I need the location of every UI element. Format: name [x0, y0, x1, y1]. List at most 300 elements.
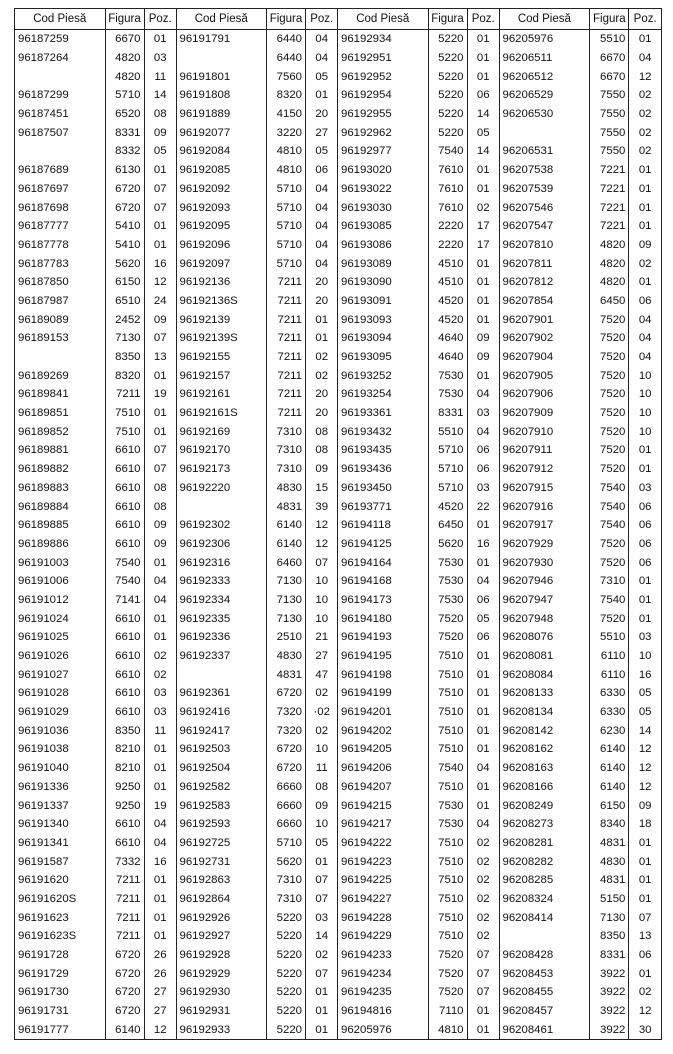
figure-cell: 7211 — [267, 310, 306, 329]
part-code-cell: 96189886 — [15, 535, 105, 554]
position-cell: 02 — [315, 949, 329, 962]
figure-cell: 5220 — [267, 927, 306, 946]
position-cell: 12 — [638, 70, 652, 83]
position-cell: 01 — [476, 164, 490, 177]
figure-cell: 6230 — [590, 721, 629, 740]
part-code-cell: 96208281 — [500, 834, 590, 853]
header-position: Poz. — [467, 9, 499, 30]
table-row — [338, 927, 499, 946]
position-cell: 01 — [638, 874, 652, 887]
part-code-cell: 96208163 — [500, 759, 590, 778]
part-code-cell: 96194201 — [338, 703, 428, 722]
table-row — [177, 30, 338, 49]
figure-cell: 4831 — [590, 834, 629, 853]
table-row — [15, 460, 176, 479]
position-cell: 01 — [153, 762, 167, 775]
table-row — [500, 30, 662, 49]
figure-cell: 8350 — [590, 927, 629, 946]
figure-cell: 7211 — [267, 366, 306, 385]
figure-cell: 6670 — [590, 67, 629, 86]
part-code-cell: 96207946 — [500, 572, 590, 591]
table-row — [500, 161, 662, 180]
figure-cell: 5510 — [590, 628, 629, 647]
figure-cell: 6330 — [590, 703, 629, 722]
position-cell: 04 — [315, 220, 329, 233]
part-code-cell: 96208249 — [500, 796, 590, 815]
part-code-cell: 96187698 — [15, 198, 105, 217]
part-code-cell: 96205976 — [500, 30, 590, 49]
table-row — [500, 86, 662, 105]
table-row — [338, 1002, 499, 1021]
part-code-cell: 96193022 — [338, 180, 428, 199]
position-cell: 02 — [476, 911, 490, 924]
part-code-cell: 96207912 — [500, 460, 590, 479]
figure-cell: 7520 — [428, 946, 467, 965]
part-code-cell: 96194199 — [338, 684, 428, 703]
figure-cell: 7540 — [105, 553, 144, 572]
part-code-cell: 96192084 — [177, 142, 267, 161]
position-cell: 09 — [153, 519, 167, 532]
table-row — [500, 535, 662, 554]
position-cell: 04 — [315, 238, 329, 251]
part-code-cell: 96191341 — [15, 834, 105, 853]
position-cell: 14 — [638, 724, 652, 737]
table-row — [15, 105, 176, 124]
header-code: Cod Piesă — [177, 9, 267, 30]
part-code-cell: 96191808 — [177, 86, 267, 105]
part-code-cell: 96191623S — [15, 927, 105, 946]
position-cell: 01 — [315, 332, 329, 345]
figure-cell: 5510 — [590, 30, 629, 49]
table-row — [15, 348, 176, 367]
table-row — [15, 441, 176, 460]
position-cell: 01 — [638, 855, 652, 868]
part-code-cell: 96207811 — [500, 254, 590, 273]
part-code-cell: 96207854 — [500, 292, 590, 311]
position-cell: 02 — [315, 687, 329, 700]
part-code-cell: 96191337 — [15, 796, 105, 815]
part-code-cell: 96192864 — [177, 890, 267, 909]
part-code-cell: 96193086 — [338, 236, 428, 255]
part-code-cell: 96189852 — [15, 422, 105, 441]
part-code-cell: 96208084 — [500, 665, 590, 684]
figure-cell: 7520 — [428, 983, 467, 1002]
table-block-2 — [177, 9, 339, 1039]
position-cell: 27 — [153, 1005, 167, 1018]
position-cell: 04 — [153, 593, 167, 606]
part-code-cell: 96189883 — [15, 479, 105, 498]
position-cell: 22 — [476, 500, 490, 513]
position-cell: 08 — [315, 780, 329, 793]
part-code-cell: 96208166 — [500, 778, 590, 797]
figure-cell: 6130 — [105, 161, 144, 180]
figure-cell: 7510 — [428, 647, 467, 666]
part-code-cell: 96208285 — [500, 871, 590, 890]
figure-cell: 7530 — [428, 572, 467, 591]
position-cell: 02 — [476, 874, 490, 887]
position-cell: 04 — [153, 818, 167, 831]
part-code-cell: 96193450 — [338, 479, 428, 498]
part-code-cell: 96189153 — [15, 329, 105, 348]
position-cell: 30 — [638, 1023, 652, 1036]
position-cell: 12 — [638, 762, 652, 775]
table-row — [15, 86, 176, 105]
position-cell: 01 — [153, 369, 167, 382]
figure-cell: 4520 — [428, 292, 467, 311]
position-cell: 04 — [315, 182, 329, 195]
position-cell: 01 — [638, 463, 652, 476]
figure-cell: 7610 — [428, 180, 467, 199]
figure-cell: 5220 — [428, 30, 467, 49]
position-cell: 03 — [153, 687, 167, 700]
position-cell: 02 — [638, 89, 652, 102]
table-row — [15, 161, 176, 180]
figure-cell: 7540 — [590, 497, 629, 516]
figure-cell: 6610 — [105, 497, 144, 516]
position-cell: 02 — [638, 145, 652, 158]
part-code-cell: 96189841 — [15, 385, 105, 404]
table-row — [338, 759, 499, 778]
table-row — [15, 516, 176, 535]
position-cell: 04 — [315, 257, 329, 270]
table-row — [338, 740, 499, 759]
figure-cell: 6670 — [590, 49, 629, 68]
table-row — [338, 180, 499, 199]
table-row — [338, 815, 499, 834]
table-row — [500, 1002, 662, 1021]
part-code-cell: 96207546 — [500, 198, 590, 217]
table-row — [15, 834, 176, 853]
part-code-cell: 96208282 — [500, 852, 590, 871]
table-row — [500, 142, 662, 161]
position-cell: 01 — [153, 33, 167, 46]
position-cell: 01 — [476, 780, 490, 793]
part-code-cell: 96194223 — [338, 852, 428, 871]
part-code-cell: 96207902 — [500, 329, 590, 348]
figure-cell: 4830 — [267, 647, 306, 666]
figure-cell: 5710 — [267, 198, 306, 217]
figure-cell: 7211 — [105, 908, 144, 927]
figure-cell: 5620 — [428, 535, 467, 554]
figure-cell: 7540 — [428, 759, 467, 778]
position-cell: 02 — [315, 724, 329, 737]
figure-cell: 7610 — [428, 198, 467, 217]
figure-cell: 7530 — [428, 591, 467, 610]
position-cell: 02 — [315, 351, 329, 364]
position-cell: 01 — [638, 201, 652, 214]
part-code-cell: 96191026 — [15, 647, 105, 666]
figure-cell: 6140 — [267, 535, 306, 554]
figure-cell: 6610 — [105, 460, 144, 479]
part-code-cell: 96194195 — [338, 647, 428, 666]
figure-cell: 5220 — [267, 983, 306, 1002]
part-code-cell: 96193030 — [338, 198, 428, 217]
figure-cell: 5710 — [428, 441, 467, 460]
table-row — [177, 161, 338, 180]
table-row — [338, 834, 499, 853]
position-cell: 01 — [638, 33, 652, 46]
position-cell: 04 — [476, 818, 490, 831]
part-code-cell: 96194173 — [338, 591, 428, 610]
figure-cell: 4510 — [428, 254, 467, 273]
table-row — [338, 30, 499, 49]
part-code-cell: 96208076 — [500, 628, 590, 647]
part-code-cell: 96187264 — [15, 49, 105, 68]
position-cell: 04 — [638, 332, 652, 345]
figure-cell: 6140 — [105, 1020, 144, 1039]
part-code-cell: 96193090 — [338, 273, 428, 292]
figure-cell: 6660 — [267, 778, 306, 797]
part-code-cell: 96187850 — [15, 273, 105, 292]
position-cell: ·02 — [313, 706, 330, 719]
part-code-cell: 96207810 — [500, 236, 590, 255]
position-cell: 07 — [153, 463, 167, 476]
table-row — [15, 871, 176, 890]
part-code-cell: 96192951 — [338, 49, 428, 68]
part-code-cell: 96194198 — [338, 665, 428, 684]
position-cell: 03 — [638, 481, 652, 494]
part-code-cell: 96207901 — [500, 310, 590, 329]
figure-cell: 7310 — [267, 441, 306, 460]
table-row — [15, 217, 176, 236]
part-code-cell: 96194206 — [338, 759, 428, 778]
part-code-cell: 96191731 — [15, 1002, 105, 1021]
position-cell: 11 — [154, 70, 167, 83]
part-code-cell: 96192955 — [338, 105, 428, 124]
table-row — [15, 30, 176, 49]
part-code-cell: 96192952 — [338, 67, 428, 86]
position-cell: 02 — [476, 201, 490, 214]
figure-cell: 7130 — [267, 572, 306, 591]
table-row — [338, 647, 499, 666]
header-figure: Figura — [267, 9, 306, 30]
position-cell: 05 — [153, 145, 167, 158]
table-row — [338, 778, 499, 797]
figure-cell: 7510 — [428, 665, 467, 684]
part-code-cell: 96192333 — [177, 572, 267, 591]
table-row — [500, 516, 662, 535]
part-code-cell: 96192593 — [177, 815, 267, 834]
table-row — [177, 647, 338, 666]
part-code-cell: 96206529 — [500, 86, 590, 105]
figure-cell: 6720 — [105, 946, 144, 965]
table-row — [338, 572, 499, 591]
position-cell: 01 — [476, 276, 490, 289]
figure-cell: 4520 — [428, 497, 467, 516]
position-cell: 09 — [638, 238, 652, 251]
table-row — [15, 684, 176, 703]
table-row — [15, 422, 176, 441]
figure-cell: 6610 — [105, 647, 144, 666]
part-code-cell: 96193252 — [338, 366, 428, 385]
figure-cell: 4820 — [105, 49, 144, 68]
table-row — [15, 778, 176, 797]
figure-cell: 7130 — [267, 591, 306, 610]
position-cell: 02 — [153, 668, 167, 681]
part-code-cell: 96192582 — [177, 778, 267, 797]
position-cell: 01 — [476, 70, 490, 83]
position-cell: 14 — [315, 930, 329, 943]
position-cell: 27 — [315, 126, 329, 139]
table-row — [15, 385, 176, 404]
table-row — [15, 647, 176, 666]
part-code-cell: 96194816 — [338, 1002, 428, 1021]
table-row — [177, 815, 338, 834]
position-cell: 16 — [638, 668, 652, 681]
part-code-cell: 96194217 — [338, 815, 428, 834]
part-code-cell: 96194168 — [338, 572, 428, 591]
table-row — [177, 479, 338, 498]
header-row — [500, 9, 662, 30]
figure-cell: 7530 — [428, 385, 467, 404]
table-row — [177, 721, 338, 740]
parts-table — [500, 9, 662, 1039]
position-cell: 12 — [315, 537, 329, 550]
position-cell: 02 — [476, 836, 490, 849]
position-cell: 01 — [476, 369, 490, 382]
part-code-cell: 96192095 — [177, 217, 267, 236]
figure-cell: 7332 — [105, 852, 144, 871]
figure-cell: 8331 — [590, 946, 629, 965]
figure-cell: 3220 — [267, 123, 306, 142]
part-code-cell: 96192731 — [177, 852, 267, 871]
figure-cell: 5220 — [267, 908, 306, 927]
figure-cell: 7520 — [590, 366, 629, 385]
table-row — [500, 105, 662, 124]
figure-cell: 6720 — [267, 759, 306, 778]
position-cell: 12 — [638, 780, 652, 793]
table-row — [338, 796, 499, 815]
position-cell: 07 — [476, 986, 490, 999]
header-position: Poz. — [629, 9, 661, 30]
figure-cell: 4831 — [590, 871, 629, 890]
header-row — [177, 9, 338, 30]
table-row — [15, 964, 176, 983]
part-code-cell: 96192136S — [177, 292, 267, 311]
position-cell: 24 — [153, 294, 167, 307]
table-row — [15, 983, 176, 1002]
part-code-cell: 96192725 — [177, 834, 267, 853]
part-code-cell — [177, 49, 267, 68]
position-cell: 26 — [153, 967, 167, 980]
table-row — [500, 422, 662, 441]
part-code-cell: 96192926 — [177, 908, 267, 927]
figure-cell: 6610 — [105, 535, 144, 554]
parts-table — [177, 9, 338, 1039]
table-row — [500, 908, 662, 927]
position-cell: 03 — [315, 911, 329, 924]
table-row — [338, 366, 499, 385]
position-cell: 01 — [476, 743, 490, 756]
table-row — [500, 703, 662, 722]
position-cell: 10 — [638, 407, 652, 420]
part-code-cell: 96208461 — [500, 1020, 590, 1039]
part-code-cell: 96191889 — [177, 105, 267, 124]
table-row — [338, 404, 499, 423]
position-cell: 20 — [315, 108, 329, 121]
part-code-cell: 96194180 — [338, 609, 428, 628]
part-code-cell: 96193095 — [338, 348, 428, 367]
table-row — [15, 890, 176, 909]
table-row — [500, 366, 662, 385]
position-cell: 17 — [476, 220, 490, 233]
table-row — [177, 740, 338, 759]
figure-cell: 7520 — [590, 535, 629, 554]
position-cell: 09 — [315, 799, 329, 812]
figure-cell: 7221 — [590, 198, 629, 217]
figure-cell: 5220 — [428, 67, 467, 86]
header-figure: Figura — [105, 9, 144, 30]
table-row — [177, 852, 338, 871]
table-row — [338, 628, 499, 647]
part-code-cell: 96192361 — [177, 684, 267, 703]
position-cell: 10 — [315, 743, 329, 756]
part-code-cell: 96187689 — [15, 161, 105, 180]
position-cell: 04 — [638, 313, 652, 326]
position-cell: 06 — [476, 89, 490, 102]
part-code-cell: 96194207 — [338, 778, 428, 797]
figure-cell: 6140 — [590, 778, 629, 797]
part-code-cell: 96189881 — [15, 441, 105, 460]
part-code-cell: 96192934 — [338, 30, 428, 49]
part-code-cell: 96193771 — [338, 497, 428, 516]
position-cell: 04 — [315, 33, 329, 46]
position-cell: 10 — [315, 575, 329, 588]
position-cell: 01 — [153, 556, 167, 569]
position-cell: 05 — [476, 612, 490, 625]
table-row — [500, 665, 662, 684]
position-cell: 13 — [153, 351, 167, 364]
table-row — [338, 852, 499, 871]
part-code-cell: 96194233 — [338, 946, 428, 965]
header-row — [338, 9, 499, 30]
table-row — [177, 217, 338, 236]
table-row — [177, 348, 338, 367]
position-cell: 04 — [153, 836, 167, 849]
table-row — [177, 441, 338, 460]
figure-cell: 7320 — [267, 721, 306, 740]
figure-cell: 4820 — [105, 67, 144, 86]
table-row — [177, 310, 338, 329]
table-row — [338, 684, 499, 703]
position-cell: 09 — [153, 537, 167, 550]
figure-cell: 7510 — [428, 684, 467, 703]
position-cell: 04 — [476, 575, 490, 588]
table-row — [338, 273, 499, 292]
part-code-cell: 96192220 — [177, 479, 267, 498]
part-code-cell: 96194205 — [338, 740, 428, 759]
table-row — [500, 609, 662, 628]
part-code-cell: 96187987 — [15, 292, 105, 311]
figure-cell: 7310 — [267, 871, 306, 890]
part-code-cell: 96193020 — [338, 161, 428, 180]
figure-cell: 7520 — [590, 348, 629, 367]
position-cell: 01 — [153, 743, 167, 756]
position-cell: 10 — [315, 818, 329, 831]
table-row — [15, 796, 176, 815]
table-row — [177, 497, 338, 516]
figure-cell: 7530 — [428, 553, 467, 572]
part-code-cell: 96192157 — [177, 366, 267, 385]
part-code-cell: 96191791 — [177, 30, 267, 49]
table-row — [177, 236, 338, 255]
table-row — [15, 721, 176, 740]
position-cell: 01 — [476, 706, 490, 719]
figure-cell: 7540 — [590, 591, 629, 610]
position-cell: 01 — [638, 276, 652, 289]
position-cell: 01 — [638, 220, 652, 233]
table-row — [500, 815, 662, 834]
